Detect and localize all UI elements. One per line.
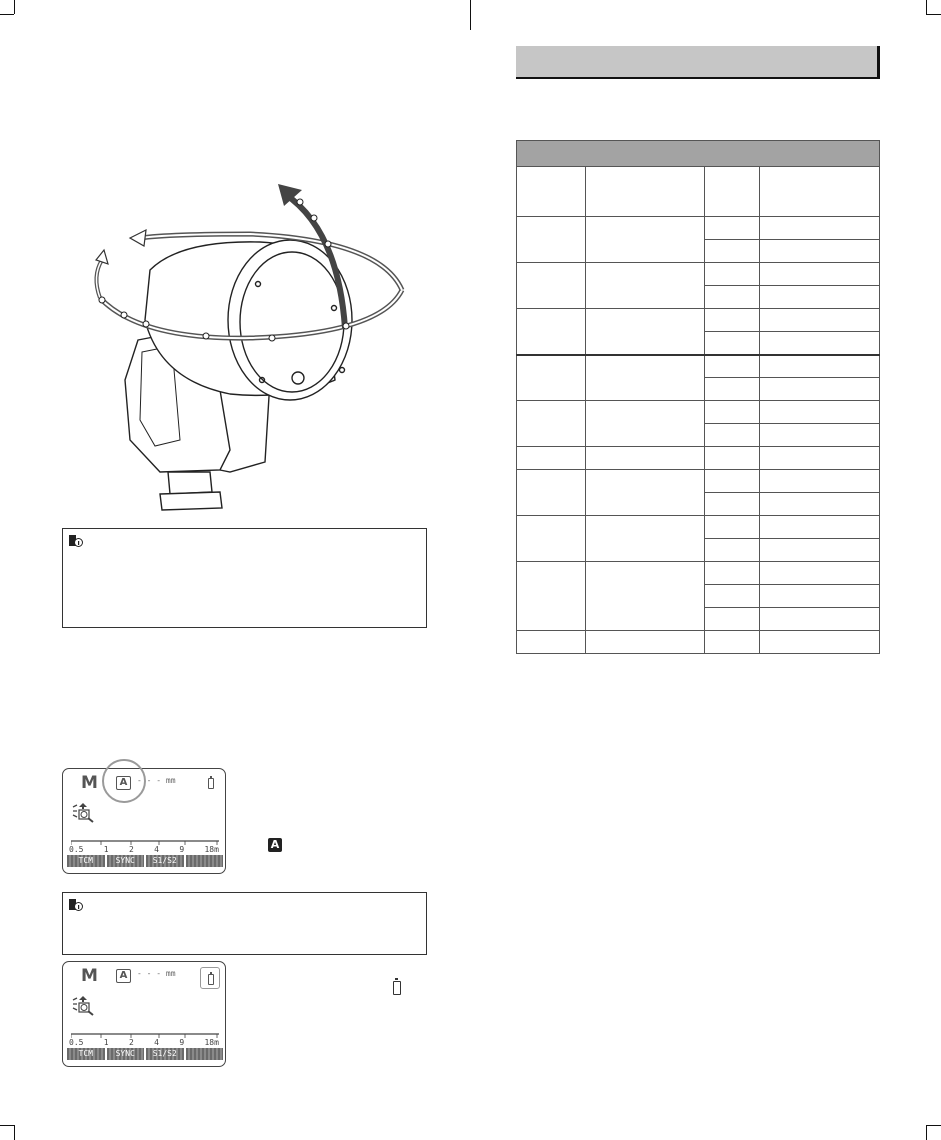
- table-row: [517, 562, 880, 585]
- softkey-tcm: TCM: [67, 855, 105, 867]
- table-row: [517, 470, 880, 493]
- table-cell: [760, 447, 880, 470]
- table-cell: [585, 217, 705, 263]
- table-cell: [585, 562, 705, 631]
- table-cell: [705, 631, 760, 654]
- table-cell: [705, 562, 760, 585]
- table-cell: [760, 516, 880, 539]
- table-cell: [705, 585, 760, 608]
- table-cell: [705, 447, 760, 470]
- table-cell: [760, 562, 880, 585]
- table-header-row: [517, 167, 880, 217]
- table-cell: [760, 585, 880, 608]
- table-row: [517, 263, 880, 286]
- table-cell: [705, 539, 760, 562]
- table-cell: [705, 378, 760, 401]
- table-cell: [760, 608, 880, 631]
- table-cell: [760, 493, 880, 516]
- table-cell: [760, 539, 880, 562]
- battery-icon: [393, 981, 401, 995]
- scale-label: 2: [128, 1038, 134, 1047]
- zoom-value: - - - mm: [137, 969, 176, 978]
- table-cell: [585, 516, 705, 562]
- table-cell: [760, 424, 880, 447]
- table-title-row: [517, 141, 880, 167]
- table-header-cell: [585, 167, 705, 217]
- info-note-icon: [69, 535, 83, 547]
- table-cell: [760, 470, 880, 493]
- table-cell: [517, 355, 586, 401]
- table-cell: [705, 286, 760, 309]
- flash-mode-label: M: [81, 966, 99, 986]
- scale-label: 18m: [204, 1038, 219, 1047]
- table-cell: [760, 240, 880, 263]
- softkey-sync: SYNC: [107, 855, 145, 867]
- auto-zoom-icon: A: [268, 838, 282, 852]
- table-cell: [760, 217, 880, 240]
- scale-label: 1: [103, 1038, 109, 1047]
- distance-scale-labels: [69, 845, 219, 854]
- softkey-bar: [67, 1048, 223, 1060]
- table-cell: [705, 263, 760, 286]
- table-row: [517, 355, 880, 378]
- table-cell: [760, 263, 880, 286]
- table-cell: [760, 631, 880, 654]
- scale-label: 9: [179, 1038, 185, 1047]
- scale-label: 0.5: [69, 1038, 84, 1047]
- battery-callout: [200, 967, 220, 989]
- table-cell: [705, 309, 760, 332]
- table-cell: [585, 355, 705, 401]
- table-cell: [517, 309, 586, 355]
- table-cell: [585, 447, 705, 470]
- table-row: [517, 516, 880, 539]
- table-cell: [517, 631, 586, 654]
- table-cell: [760, 355, 880, 378]
- table-cell: [705, 424, 760, 447]
- info-note-icon: [69, 899, 83, 911]
- flash-head-icon: [71, 801, 95, 823]
- table-cell: [760, 378, 880, 401]
- table-cell: [585, 309, 705, 355]
- scale-label: 2: [128, 845, 134, 854]
- table-title-cell: [517, 141, 880, 167]
- table-cell: [760, 332, 880, 355]
- zoom-callout-circle: [102, 759, 146, 803]
- table-row: [517, 401, 880, 424]
- table-row: [517, 447, 880, 470]
- table-cell: [705, 240, 760, 263]
- softkey-bar: [67, 855, 223, 867]
- note-box-battery: [62, 892, 427, 955]
- flash-mode-label: M: [81, 773, 99, 793]
- flash-rotation-illustration: [80, 180, 420, 520]
- softkey-s1-s2: S1/S2: [146, 855, 184, 867]
- scale-label: 9: [179, 845, 185, 854]
- table-row: [517, 631, 880, 654]
- scale-label: 18m: [204, 845, 219, 854]
- table-cell: [585, 470, 705, 516]
- table-header-cell: [517, 167, 586, 217]
- table-row: [517, 217, 880, 240]
- note-box-rotation: [62, 528, 427, 628]
- scale-label: 0.5: [69, 845, 84, 854]
- scale-label: 4: [154, 845, 159, 854]
- table-cell: [760, 309, 880, 332]
- table-header-cell: [705, 167, 760, 217]
- table-cell: [517, 470, 586, 516]
- table-cell: [585, 631, 705, 654]
- table-cell: [705, 608, 760, 631]
- softkey-blank: [186, 855, 224, 867]
- table-cell: [760, 401, 880, 424]
- table-cell: [705, 401, 760, 424]
- softkey-tcm: TCM: [67, 1048, 105, 1060]
- distance-scale-labels: [69, 1038, 219, 1047]
- table-cell: [517, 401, 586, 447]
- table-cell: [760, 286, 880, 309]
- table-row: [517, 309, 880, 332]
- table-cell: [517, 447, 586, 470]
- scale-label: 4: [154, 1038, 159, 1047]
- scale-label: 1: [103, 845, 109, 854]
- auto-zoom-icon: A: [116, 969, 131, 983]
- table-cell: [517, 562, 586, 631]
- auto-zoom-icon: A: [116, 776, 131, 790]
- battery-icon: [208, 778, 214, 789]
- table-header-cell: [760, 167, 880, 217]
- specification-table: [516, 140, 880, 654]
- table-cell: [705, 493, 760, 516]
- flash-head-icon: [71, 994, 95, 1016]
- table-cell: [517, 217, 586, 263]
- softkey-blank: [186, 1048, 224, 1060]
- table-cell: [585, 401, 705, 447]
- table-cell: [705, 516, 760, 539]
- table-cell: [705, 332, 760, 355]
- table-cell: [517, 516, 586, 562]
- zoom-value: - - - mm: [137, 776, 176, 785]
- table-cell: [705, 470, 760, 493]
- section-header-bar: [516, 46, 880, 79]
- table-cell: [585, 263, 705, 309]
- table-cell: [517, 263, 586, 309]
- softkey-sync: SYNC: [107, 1048, 145, 1060]
- table-cell: [705, 217, 760, 240]
- softkey-s1-s2: S1/S2: [146, 1048, 184, 1060]
- table-cell: [705, 355, 760, 378]
